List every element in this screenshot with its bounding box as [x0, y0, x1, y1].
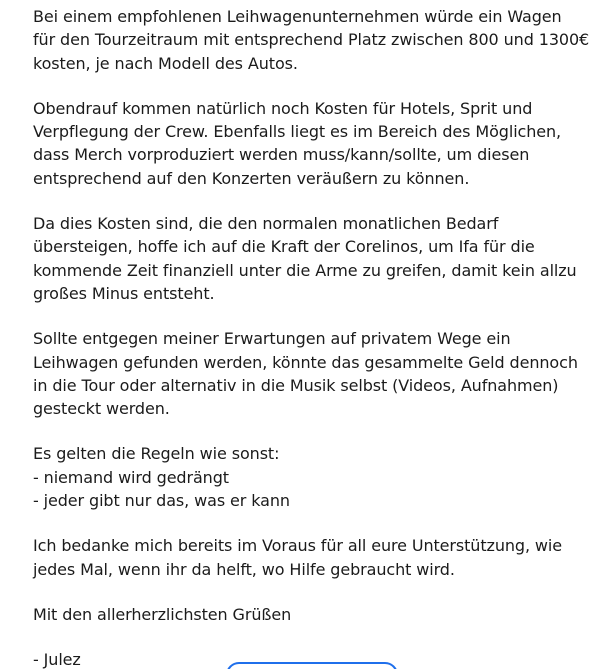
- text-line: Sollte entgegen meiner Erwartungen auf privatem Wege ein: [33, 329, 511, 349]
- text-line: Leihwagen gefunden werden, könnte das gesammelte Geld dennoch: [33, 352, 578, 372]
- post-body: [33, 5, 599, 669]
- text-line: dass Merch vorproduziert werden muss/kann/sollte, um diesen: [33, 145, 530, 165]
- paragraph-rules: [33, 442, 599, 512]
- text-line: für den Tourzeitraum mit entsprechend Platz zwischen 800 und 1300€: [33, 30, 590, 50]
- paragraph-support-request: [33, 212, 599, 305]
- text-line: Da dies Kosten sind, die den normalen monatlichen Bedarf: [33, 214, 499, 234]
- text-line: gesteckt werden.: [33, 399, 170, 419]
- text-line: Obendrauf kommen natürlich noch Kosten für Hotels, Sprit und: [33, 98, 533, 118]
- text-line: Es gelten die Regeln wie sonst:: [33, 444, 280, 464]
- paragraph-rental-cost: [33, 5, 599, 75]
- rule-item: - jeder gibt nur das, was er kann: [33, 491, 290, 511]
- paragraph-additional-costs: [33, 97, 599, 190]
- text-line: entsprechend auf den Konzerten veräußern zu können.: [33, 168, 470, 188]
- action-button[interactable]: [226, 662, 398, 669]
- text-line: Bei einem empfohlenen Leihwagenunternehmen würde ein Wagen: [33, 7, 562, 26]
- text-line: kommende Zeit finanziell unter die Arme zu greifen, damit kein allzu: [33, 260, 577, 280]
- paragraph-alternative-use: [33, 327, 599, 420]
- signature: - Julez: [33, 650, 81, 669]
- paragraph-closing: [33, 603, 599, 626]
- rule-item: - niemand wird gedrängt: [33, 467, 229, 487]
- text-line: Mit den allerherzlichsten Grüßen: [33, 604, 292, 624]
- paragraph-thanks: [33, 534, 599, 581]
- text-line: kosten, je nach Modell des Autos.: [33, 53, 298, 73]
- text-line: übersteigen, hoffe ich auf die Kraft der Corelinos, um Ifa für die: [33, 237, 535, 257]
- text-line: in die Tour oder alternativ in die Musik selbst (Videos, Aufnahmen): [33, 375, 559, 395]
- text-line: Ich bedanke mich bereits im Voraus für all eure Unterstützung, wie: [33, 536, 563, 556]
- text-line: Verpflegung der Crew. Ebenfalls liegt es im Bereich des Möglichen,: [33, 122, 562, 142]
- text-line: großes Minus entsteht.: [33, 283, 215, 303]
- text-line: jedes Mal, wenn ihr da helft, wo Hilfe gebraucht wird.: [33, 559, 455, 579]
